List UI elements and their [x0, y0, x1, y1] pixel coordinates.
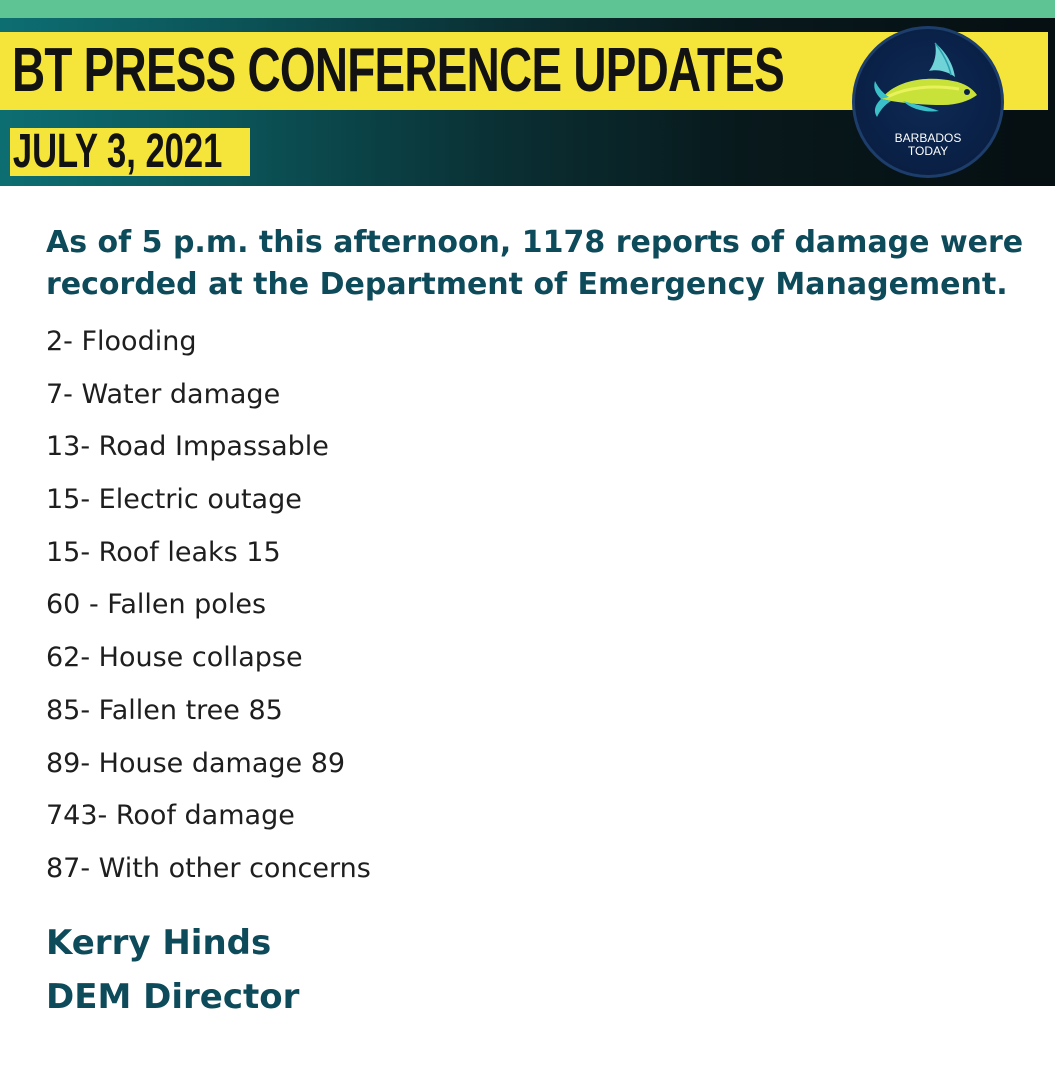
flying-fish-icon	[873, 41, 983, 123]
top-accent-strip	[0, 0, 1055, 18]
list-item: 85- Fallen tree 85	[46, 694, 283, 726]
header-banner	[0, 18, 1055, 186]
date-highlight	[10, 128, 250, 176]
list-item: 62- House collapse	[46, 642, 303, 674]
signature-name: Kerry Hinds	[46, 922, 272, 963]
logo-text-line1: BARBADOS	[894, 131, 962, 145]
list-item: 15- Roof leaks 15	[46, 536, 281, 568]
list-item: 7- Water damage	[46, 378, 281, 410]
damage-report-list	[46, 316, 1026, 896]
list-item: 89- House damage 89	[46, 747, 346, 779]
main-content	[46, 222, 1026, 1024]
logo-text-line2: TODAY	[907, 144, 949, 158]
list-item: 743- Roof damage	[46, 800, 295, 832]
signature-role: DEM Director	[46, 976, 300, 1017]
list-item: 15- Electric outage	[46, 484, 302, 516]
headline: As of 5 p.m. this afternoon, 1178 reports of damage were recorded at the Department of Emergency Management.	[46, 225, 1024, 302]
signature-block	[46, 916, 1026, 1024]
list-item: 60 - Fallen poles	[46, 589, 267, 621]
list-item: 87- With other concerns	[46, 852, 371, 884]
list-item: 13- Road Impassable	[46, 431, 329, 463]
barbados-today-logo	[852, 26, 1004, 178]
list-item: 2- Flooding	[46, 326, 197, 357]
page-title: BT PRESS CONFERENCE UPDATES	[12, 36, 784, 105]
date-label: JULY 3, 2021	[12, 128, 223, 176]
